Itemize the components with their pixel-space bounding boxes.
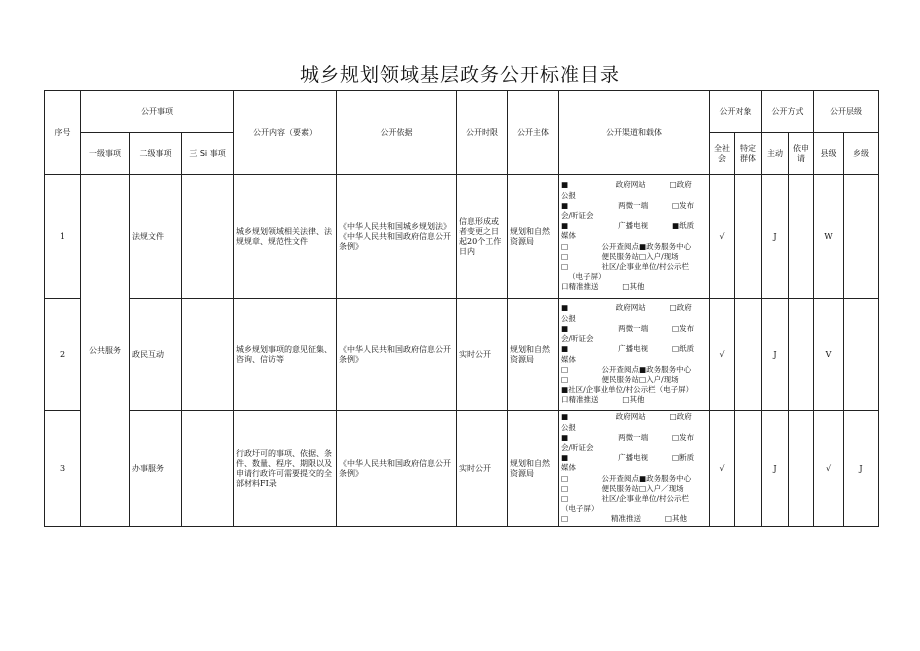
row-target-specific [735,175,762,299]
catalog-table [44,90,879,527]
row-target-specific [735,299,762,411]
row-seq: 1 [45,175,81,299]
row-subject: 规划和自然资源局 [508,175,559,299]
row-content: 行政圩可的事项、依据、条件、数量、程序、期限以及申请行政许可需要提交的全部材料FI录 [234,411,337,527]
channel-line: ■ 广播电视 □断质 [561,453,695,463]
row-method-request [789,299,814,411]
channel-line: 媒体 [561,463,577,473]
channel-line: □ 公开查阅点■政务服务中心 [561,473,692,483]
row-level-township [844,299,879,411]
category-cell: 公共服务 [81,175,130,527]
header-method-request: 依申请 [789,133,814,175]
row-time-limit: 实时公开 [457,411,508,527]
header-target-specific: 特定群体 [735,133,762,175]
row-basis: 《中华人民共和国政府信息公开条例》 [337,299,457,411]
row-level2: 政民互动 [130,299,182,411]
header-subject: 公开主体 [508,91,559,175]
channel-line: ■ 政府网站 □政府 [561,180,692,190]
row-level3 [182,299,234,411]
channel-line: 公报 [561,422,577,432]
channel-line: ■ 两微一端 □发布 [561,323,695,333]
channel-line: ■ 两微一端 □发布 [561,432,695,442]
row-channel [559,299,710,411]
row-level-township [844,175,879,299]
channel-line: ■ 两微一端 □发布 [561,200,695,210]
row-level3 [182,175,234,299]
row-seq: 3 [45,411,81,527]
row-basis: 《中华人民共和国城乡规划法》《中华人民共和国政府信息公开条例》 [337,175,457,299]
header-method-active: 主动 [762,133,789,175]
header-level3: 三 Si 事项 [182,133,234,175]
row-method-active: J [762,299,789,411]
row-content: 城乡规划领域相关法律、法规规章、规范性文件 [234,175,337,299]
row-method-request [789,411,814,527]
header-item-group: 公开事项 [81,91,234,133]
row-time-limit: 实时公开 [457,299,508,411]
channel-line: （电子屏） [561,504,599,514]
channel-line: □ 社区/企事业单位/村公示栏 [561,262,690,271]
channel-line: 媒体 [561,354,577,364]
channel-line: 媒体 [561,231,577,241]
channel-line: □ 便民服务站□入户/现场 [561,374,679,384]
row-level3 [182,411,234,527]
row-channel [559,411,710,527]
row-basis: 《中华人民共和国政府信息公开条例》 [337,411,457,527]
table-row [45,299,879,411]
header-level2: 二级事项 [130,133,182,175]
channel-line: 公报 [561,190,577,200]
channel-line: ■ 政府网站 □政府 [561,303,692,313]
row-level-township: J [844,411,879,527]
row-channel [559,175,710,299]
channel-line: 会/听证会 [561,210,594,220]
header-level1: 一级事项 [81,133,130,175]
channel-line: ■ 广播电视 ■纸质 [561,221,695,231]
row-content: 城乡规划事项的意见征集、咨询、信访等 [234,299,337,411]
row-level2: 法规文件 [130,175,182,299]
row-time-limit: 信息形成或者变更之日起20个工作日内 [457,175,508,299]
channel-line: 口精准推送 □其他 [561,282,645,292]
channel-line: 公报 [561,313,577,323]
header-level-group: 公开层级 [814,91,879,133]
row-method-active: J [762,175,789,299]
row-target-all: √ [710,411,735,527]
header-basis: 公开依据 [337,91,457,175]
row-level-county: V [814,299,844,411]
channel-line: □ 便民服务站□入户／现场 [561,483,684,493]
channel-line: □ 社区/企事业单位/村公示栏 [561,494,690,503]
row-method-active: J [762,411,789,527]
header-channel: 公开渠道和载体 [559,91,710,175]
channel-line: □ 精准推送 □其他 [561,514,687,524]
header-target-all: 全社会 [710,133,735,175]
row-target-specific [735,411,762,527]
table-row [45,411,879,527]
channel-line: 会/听证会 [561,334,594,344]
header-level-township: 乡级 [844,133,879,175]
header-level-county: 县级 [814,133,844,175]
document-title: 城乡规划领域基层政务公开标准目录 [299,64,620,86]
row-level2: 办事服务 [130,411,182,527]
row-target-all: √ [710,299,735,411]
header-content: 公开内容（要素） [234,91,337,175]
row-subject: 规划和自然资源局 [508,411,559,527]
table-row [45,175,879,299]
row-level-county: W [814,175,844,299]
header-time-limit: 公开时限 [457,91,508,175]
channel-line: ■ 政府网站 □政府 [561,412,692,422]
channel-line: （电子屏） [561,272,606,282]
row-subject: 规划和自然资源局 [508,299,559,411]
channel-line: ■社区/企事业单位/村公示栏（电子屏） [561,385,694,395]
row-target-all: √ [710,175,735,299]
channel-line: □ 公开查阅点■政务服务中心 [561,364,692,374]
channel-line: □ 便民服务站□入户/现场 [561,251,679,261]
header-method-group: 公开方式 [762,91,814,133]
row-method-request [789,175,814,299]
header-seq: 序号 [45,91,81,175]
header-target-group: 公开对象 [710,91,762,133]
channel-line: 口精准推送 □其他 [561,395,645,405]
channel-line: ■ 广播电视 □纸质 [561,344,695,354]
row-seq: 2 [45,299,81,411]
channel-line: 会/听证会 [561,442,594,452]
row-level-county: √ [814,411,844,527]
channel-line: □ 公开查阅点■政务服务中心 [561,241,692,251]
